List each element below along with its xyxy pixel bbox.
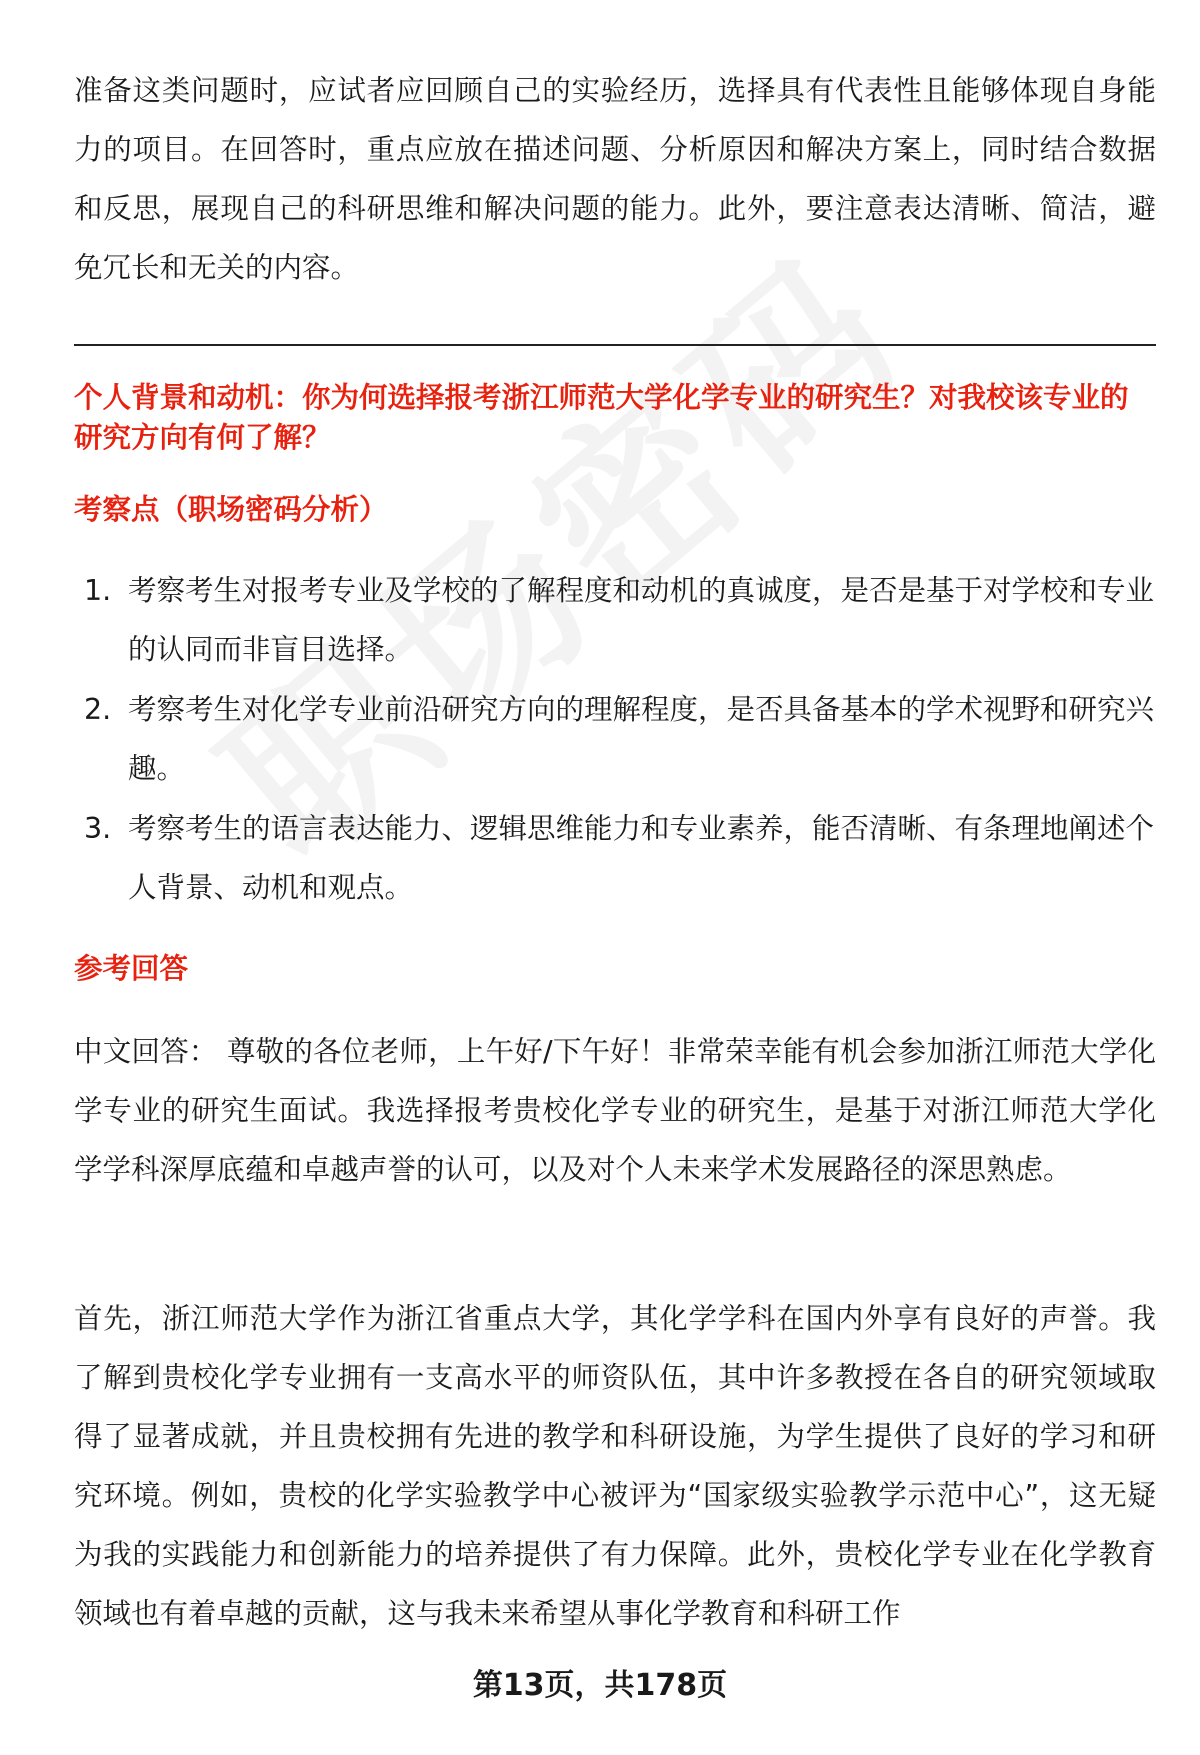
list-item — [74, 799, 1156, 917]
list-item-text: 考察考生的语言表达能力、逻辑思维能力和专业素养，能否清晰、有条理地阐述个人背景、动机和观点。 — [128, 812, 1155, 904]
list-item-text: 考察考生对报考专业及学校的了解程度和动机的真诚度，是否是基于对学校和专业的认同而非盲目选择。 — [128, 574, 1155, 666]
list-item-number: 3. — [84, 812, 112, 845]
list-item — [74, 680, 1156, 798]
answer-paragraph: 首先，浙江师范大学作为浙江省重点大学，其化学学科在国内外享有良好的声誉。我了解到贵校化学专业拥有一支高水平的师资队伍，其中许多教授在各自的研究领域取得了显著成就，并且贵校拥有先进的教学和科研设施，为学生提供了良好的学习和研究环境。例如，贵校的化学实验教学中心被评为“国家级实验教学示范中心”，这无疑为我的实践能力和创新能力的培养提供了有力保障。此外，贵校化学专业在化学教育领域也有着卓越的贡献，这与我未来希望从事化学教育和科研工作 — [74, 1302, 1156, 1630]
points-heading: 考察点（职场密码分析） — [74, 493, 388, 526]
section-divider — [74, 344, 1156, 346]
points-list — [74, 561, 1156, 918]
intro-paragraph: 准备这类问题时，应试者应回顾自己的实验经历，选择具有代表性且能够体现自身能力的项目。在回答时，重点应放在描述问题、分析原因和解决方案上，同时结合数据和反思，展现自己的科研思维和解决问题的能力。此外，要注意表达清晰、简洁，避免冗长和无关的内容。 — [74, 74, 1156, 284]
list-item-text: 考察考生对化学专业前沿研究方向的理解程度，是否具备基本的学术视野和研究兴趣。 — [128, 693, 1155, 785]
list-item-number: 1. — [84, 574, 112, 607]
answer-heading: 参考回答 — [74, 952, 189, 985]
answer-paragraph: 中文回答： 尊敬的各位老师，上午好/下午好！非常荣幸能有机会参加浙江师范大学化学专业的研究生面试。我选择报考贵校化学专业的研究生，是基于对浙江师范大学化学学科深厚底蕴和卓越声誉的认可，以及对个人未来学术发展路径的深思熟虑。 — [74, 1035, 1156, 1186]
list-item-number: 2. — [84, 693, 112, 726]
list-item — [74, 561, 1156, 679]
question-heading: 个人背景和动机：你为何选择报考浙江师范大学化学专业的研究生？对我校该专业的研究方向有何了解？ — [74, 381, 1129, 454]
page-number-footer: 第13页，共178页 — [472, 1668, 728, 1703]
